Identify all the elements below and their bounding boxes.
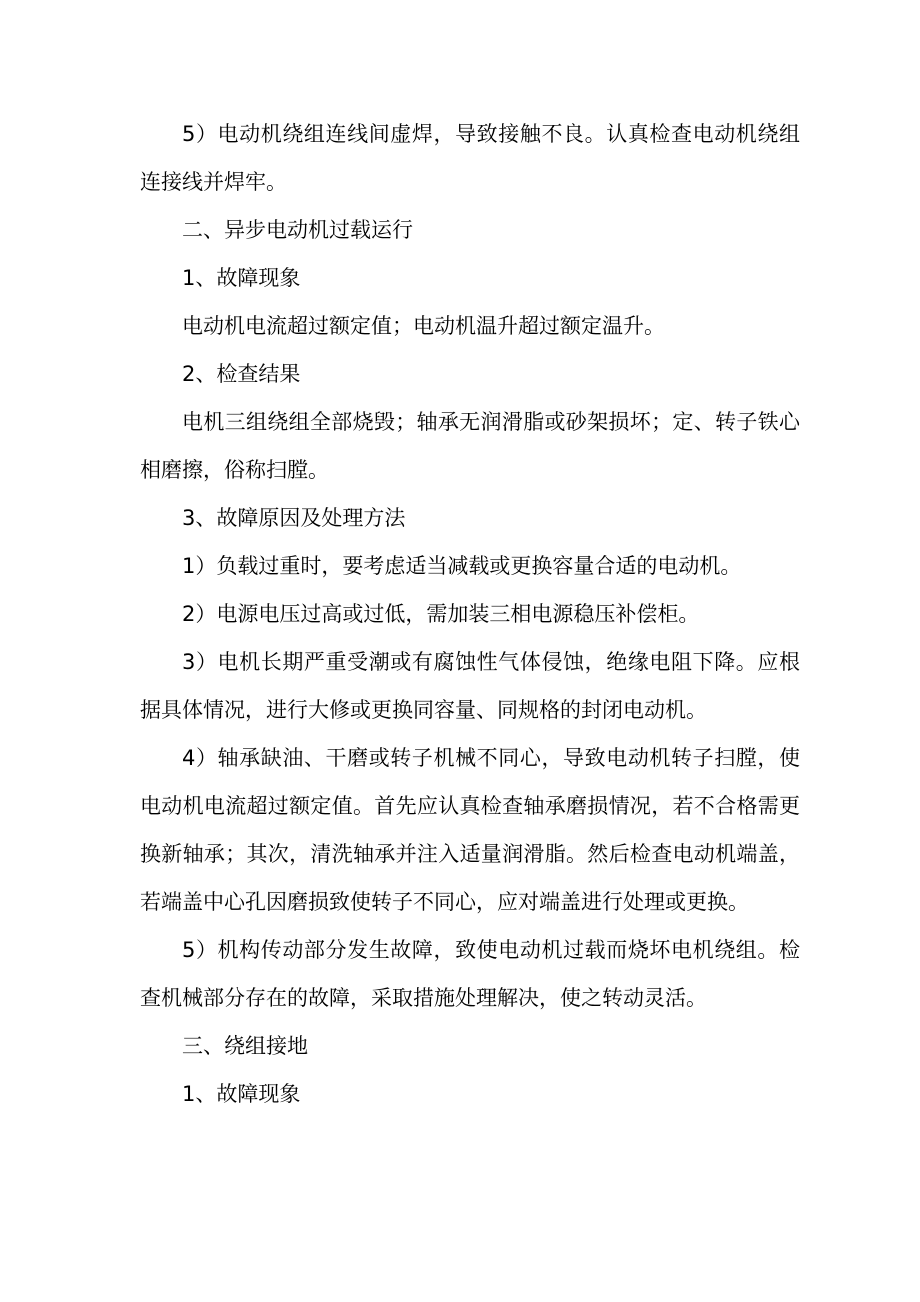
paragraph-cause-1: 1）负载过重时，要考虑适当减载或更换容量合适的电动机。 <box>182 554 742 578</box>
section-heading-overload: 二、异步电动机过载运行 <box>182 218 413 242</box>
subheading-inspection-result: 2、检查结果 <box>182 362 301 386</box>
paragraph-item-5-welding: 5）电动机绕组连线间虚焊，导致接触不良。认真检查电动机绕组连接线并焊牢。 <box>140 122 800 194</box>
subheading-cause-and-method: 3、故障原因及处理方法 <box>182 506 406 530</box>
subheading-fault-phenomenon-2: 1、故障现象 <box>182 1082 301 1106</box>
document-body <box>140 110 800 1118</box>
paragraph-cause-2: 2）电源电压过高或过低，需加装三相电源稳压补偿柜。 <box>182 602 700 626</box>
paragraph-cause-5: 5）机构传动部分发生故障，致使电动机过载而烧坏电机绕组。检查机械部分存在的故障，采取措施处理解决，使之转动灵活。 <box>140 938 800 1010</box>
paragraph-cause-4: 4）轴承缺油、干磨或转子机械不同心，导致电动机转子扫膛，使电动机电流超过额定值。首先应认真检查轴承磨损情况，若不合格需更换新轴承；其次，清洗轴承并注入适量润滑脂。然后检查电动机端盖，若端盖中心孔因磨损致使转子不同心，应对端盖进行处理或更换。 <box>140 746 800 914</box>
paragraph-phenomenon-text: 电动机电流超过额定值；电动机温升超过额定温升。 <box>182 314 665 338</box>
paragraph-cause-3: 3）电机长期严重受潮或有腐蚀性气体侵蚀，绝缘电阻下降。应根据具体情况，进行大修或更换同容量、同规格的封闭电动机。 <box>140 650 800 722</box>
paragraph-inspection-text: 电机三组绕组全部烧毁；轴承无润滑脂或砂架损坏；定、转子铁心相磨擦，俗称扫膛。 <box>140 410 800 482</box>
section-heading-winding-ground: 三、绕组接地 <box>182 1034 308 1058</box>
subheading-fault-phenomenon: 1、故障现象 <box>182 266 301 290</box>
